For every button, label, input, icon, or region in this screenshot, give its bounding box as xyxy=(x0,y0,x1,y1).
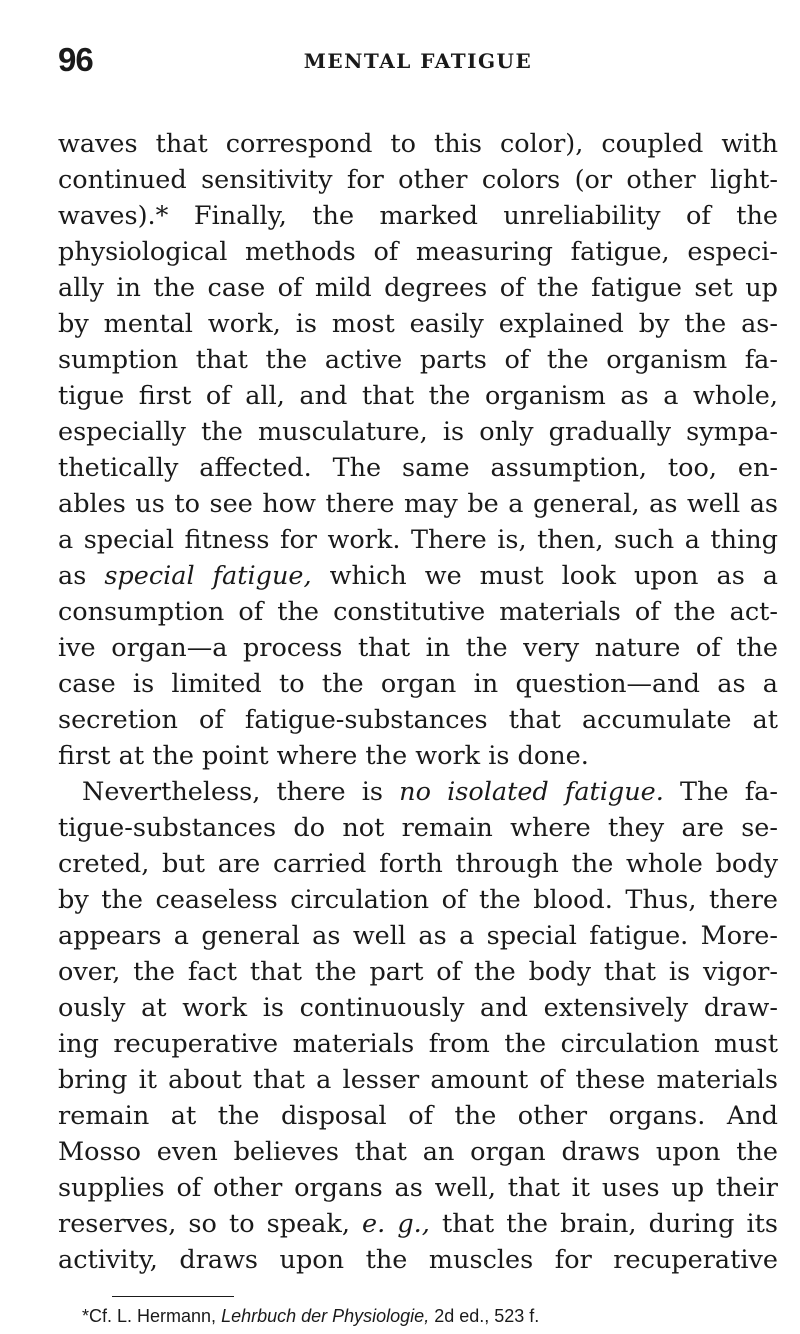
text-line: physiological methods of measuring fatigue, especi- xyxy=(58,237,778,267)
text-line: ive organ—a process that in the very nature of the xyxy=(58,633,778,663)
text-line xyxy=(58,558,778,594)
text-line: remain at the disposal of the other organs. And xyxy=(58,1101,778,1131)
text-line: a special fitness for work. There is, then, such a thing xyxy=(58,525,778,555)
text-line: waves).* Finally, the marked unreliability of the xyxy=(58,201,778,231)
text-line: first at the point where the work is done. xyxy=(58,741,589,771)
text-run: Nevertheless, there is xyxy=(82,777,400,807)
text-line: consumption of the constitutive materials of the act- xyxy=(58,597,778,627)
text-line: especially the musculature, is only gradually sympa- xyxy=(58,417,778,447)
footnote-rule xyxy=(112,1296,234,1297)
text-line: by the ceaseless circulation of the blood. Thus, there xyxy=(58,885,778,915)
text-line: case is limited to the organ in question—and as a xyxy=(58,669,778,699)
text-run: as xyxy=(58,561,105,591)
italic-phrase: e. g., xyxy=(362,1209,430,1239)
text-line: ally in the case of mild degrees of the fatigue set up xyxy=(58,273,778,303)
text-line: appears a general as well as a special fatigue. More- xyxy=(58,921,778,951)
running-title: MENTAL FATIGUE xyxy=(303,49,533,73)
italic-phrase: special fatigue, xyxy=(104,561,312,591)
text-line: by mental work, is most easily explained by the as- xyxy=(58,309,778,339)
text-line: activity, draws upon the muscles for recuperative xyxy=(58,1245,778,1275)
page-number: 96 xyxy=(58,41,93,78)
body-text xyxy=(58,126,778,1278)
text-line: tigue first of all, and that the organism as a whole, xyxy=(58,381,778,411)
text-run: reserves, so to speak, xyxy=(58,1209,363,1239)
text-line: Mosso even believes that an organ draws upon the xyxy=(58,1137,778,1167)
text-line: sumption that the active parts of the organism fa- xyxy=(58,345,778,375)
text-line: continued sensitivity for other colors (or other light- xyxy=(58,165,778,195)
text-run: that the brain, during its xyxy=(429,1209,779,1239)
text-line: secretion of fatigue-substances that accumulate at xyxy=(58,705,778,735)
text-line: waves that correspond to this color), coupled with xyxy=(58,129,778,159)
running-head xyxy=(58,40,778,80)
italic-phrase: no isolated fatigue. xyxy=(399,777,664,807)
text-line: ing recuperative materials from the circulation must xyxy=(58,1029,778,1059)
footnote-work-title: Lehrbuch der Physiologie, xyxy=(221,1306,430,1326)
text-run: which we must look upon as a xyxy=(311,561,778,591)
text-line: creted, but are carried forth through the whole body xyxy=(58,849,778,879)
footnote-citation: *Cf. L. Hermann, xyxy=(82,1306,222,1326)
text-line: ously at work is continuously and extensively draw- xyxy=(58,993,778,1023)
text-line xyxy=(58,774,778,810)
text-line: over, the fact that the part of the body that is vigor- xyxy=(58,957,778,987)
text-run: The fa- xyxy=(663,777,779,807)
footnote-edition: 2d ed., 523 f. xyxy=(429,1306,540,1326)
footnote xyxy=(82,1304,539,1328)
text-line: ables us to see how there may be a general, as well as xyxy=(58,489,778,519)
text-line: supplies of other organs as well, that it uses up their xyxy=(58,1173,778,1203)
text-line: tigue-substances do not remain where they are se- xyxy=(58,813,778,843)
text-line: thetically affected. The same assumption, too, en- xyxy=(58,453,778,483)
text-line: bring it about that a lesser amount of these materials xyxy=(58,1065,778,1095)
text-line xyxy=(58,1206,778,1242)
